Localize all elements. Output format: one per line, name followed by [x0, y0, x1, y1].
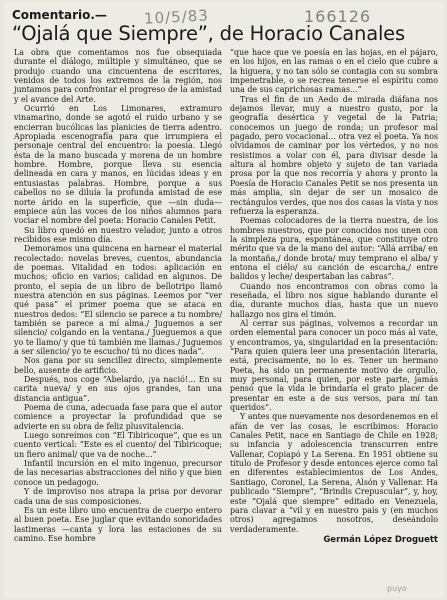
paragraph: Después, nos coge “Abelardo, ¡ya nació!... En su carita nueva/ y en sus ojos grandes, tan una distancia antigua”. — [14, 375, 222, 403]
article-headline: “Ojalá que Siempre”, de Horacio Canales — [12, 22, 405, 45]
paragraph: Cuando nos encontramos con obras como la reseñada, el libro nos sigue hablando durante el día, durante muchos días, hasta que un nuevo hallazgo nos gira el timón. — [230, 281, 438, 319]
paragraph: Y de improviso nos atrapa la prisa por devorar cada una de sus composiciones. — [14, 487, 222, 506]
paragraph: Nos gana por su sencillez directo, simplemente bello, ausente de artificio. — [14, 356, 222, 375]
section-label: Comentario.— — [12, 8, 107, 22]
paragraph: Es un este libro uno encuentra de cuerpo entero al buen poeta. Ese juglar que evitando sonoridades lastimeras —canta y lora las estaciones de su camino. Ese hombre — [14, 505, 222, 543]
paragraph: Tras el fin de un Aedo de mirada diáfana nos dejamos llevar, muy a nuestro gusto, por la geografía desértica y vegetal de la Patria; conocemos un juego de ronda; un profesor mal pagado, pero vocacional... otra vez el poeta. Ya nos olvidamos de caminar por los vértedos, y no nos resistimos a volar con él, para divisar desde la altura al hombre objeto y sujeto de tan variada prosa por la que nos recorría y ahora y pronto la Poesía de Horacio Canales Petit se nos presenta un más amplia, sin dejar de ser un mosaico de rectángulos verdes, que nos dos casas la vista y nos refuerza la esperanza. — [230, 94, 438, 216]
handwritten-date: 10/5/83 — [143, 6, 210, 28]
paragraph: Poema de cuna, adecuada fase para que el autor comience a proyectar la profundidad que se advierte en su obra de feliz plusvitalencia. — [14, 403, 222, 431]
paragraph: Demoramos una quincena en harnear el material recolectado: novelas breves, cuentos, abundancia de poemas. Vitalidad en todos: aplicación en muchos; oficio en varios; calidad en algunos. De pronto, el sepia de un libro de bellotripo llamó nuestra atención en sus páginas. Leemos por “ver qué pasa” el primer poema que se ataca en nuestros dedos: “El silencio se parece a tu nombre/ también se parece a mí alma./ Juguemos a ser silencio/ colgando en la ventana./ Jueguemos a que yo te llamo/ y que tú también me llamas./ Juguemos a ser silencio/ yo te escucho/ tú no dices nada”. — [14, 244, 222, 356]
handwritten-number: 166126 — [304, 7, 372, 26]
newspaper-clipping — [4, 2, 444, 598]
paragraph: Al cerrar sus páginas, volvemos a recordar un orden elemental para conocer un poco más al vate, y encontramos, ya, singularidad en la presentación: “Para quien quiera leer una presentación literaria, está, precisamente, no lo es. Tener un hermano Poeta, ha sido un permanente motivo de orgullo, muy personal, para quien, por este parte, jamás pensó que la vida le brindaría el grato placer de presentar en este a de sus versos, para mí tan queridos”. — [230, 318, 438, 413]
author-signature: Germán López Droguett — [323, 534, 438, 545]
article-column-right — [230, 48, 438, 545]
article-column-left — [14, 48, 222, 543]
paragraph: Su libro quedó en nuestro velador, junto a otros recibidos ese mismo día. — [14, 225, 222, 244]
paragraph: Infantil incursión en el mito ingenuo, precursor de las necesarias abstracciones del niño y que bien conoce un pedagogo. — [14, 459, 222, 487]
paragraph: Poemas colocadores de la tierra nuestra, de los hombres nuestros, que por conocidos nos unen con la simpleza pura, espontánea, que constituye otro mérito que va de la mano del autor: “Allá arriba/ en la montaña,/ donde brota/ muy temprano el alba/ y entona el ciélo/ su canción de escarcha,/ entre balidos y leche/ despertaban las cabras”. — [230, 216, 438, 282]
paragraph: Ocurrió en Los Limonares, extramuro vinamarino, donde se agotó el ruido urbano y se encierran bucólicas las planicies de tierra adentro. Apropiada escenografía para que irrumpiera el personaje central del encuentro: la poesía. Llegó ésta de la mano buscada y morena de un hombre hombre. Hombre, porque lleva su esencia delineada en cara y manos, en lúcidas ideas y en entusiastas palabras. Hombre, porque a sus cabellos no se diluía la profunda amistad de ese norte árido en la superficie, que —sin duda— empiece aún las voces de los niños alumnos para vociar el nombre del poeta: Horacio Canales Petit. — [14, 104, 222, 226]
paragraph: La obra que comentamos nos fue obsequiada durante el diálogo, múltiple y simultáneo, que se produjo cuando una cincuentena de escritores, venidos de todos los extremos de la región, nos juntamos para confrontar el progreso de la amistad y el avance del Arte. — [14, 48, 222, 104]
paragraph: Luego sonreímos con “El Tibiricoque”, que es un cuento vertical: “Este es el cuento/ del Tibiricoque; un fiero animal/ que va de noche...” — [14, 431, 222, 459]
paragraph: “que hace que ve poesía en las hojas, en el pájaro, en los hijos, en las ramas o en el cielo que cubre a la higuera, y no tan sólo se contagia con su sombra impenetrable, o se recrea tenerse el espíritu como una de sus caprichosas ramas...” — [230, 48, 438, 95]
ink-annotation: puyo — [387, 584, 407, 593]
paragraph: Y antes que nuevamente nos desordenemos en el afán de ver las cosas, le escribimos: Horacio Canales Petit, nace en Santiago de Chile en 1928; su infancia y adolescencia transcurren entre Vallenar, Copiapó y La Serena. En 1951 obtiene su título de Profesor y desde entonces ejerce como tal en diferentes establecimientos de Los Andes, Santiago, Coronel, La Serena, Alsón y Vallenar. Ha publicado “Siempre”, “Brindis Crepuscular”, y, hoy, este “Ojalá que siempre” editado en Venezuela, para clavar a “vil y en nuestro país y (en muchos otros) agregamos nosotros, deseándolo verdaderamente. — [230, 412, 438, 534]
